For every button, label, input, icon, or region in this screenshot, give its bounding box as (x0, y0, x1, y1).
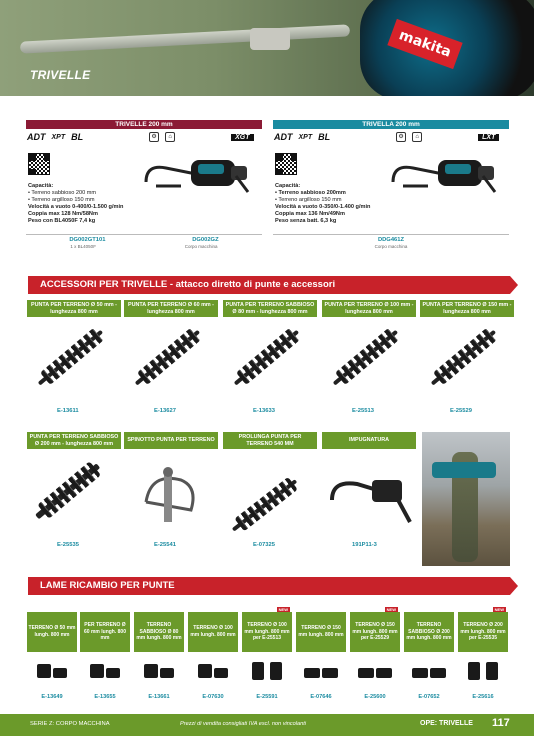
accessory-card (420, 300, 514, 418)
qr-code (275, 153, 297, 175)
product-specs: Capacità: • Terreno sabbioso 200 mm • Terreno argilloso 150 mm Velocità a vuoto 0-400/0-1.500 g/min Coppia max 128 Nm/58Nm Peso con BL4050F 7,4 kg (28, 183, 124, 224)
blade-image (194, 660, 232, 680)
product-codes (26, 234, 262, 243)
qr-code (28, 153, 50, 175)
section-title: TRIVELLE (30, 68, 91, 82)
accessory-code: E-07325 (253, 542, 275, 548)
usage-photo (422, 432, 510, 566)
blade-label: PER TERRENO Ø 60 mm lungh. 800 mm (80, 612, 130, 652)
blade-label: TERRENO Ø 200 mm lungh. 800 mm per E-25535 (458, 612, 508, 652)
accessory-label: PUNTA PER TERRENO Ø 100 mm - lunghezza 800 mm (322, 300, 416, 317)
brand-logo: makita (387, 19, 462, 69)
auger-joint-image (250, 28, 290, 50)
blade-card (27, 612, 77, 702)
accessory-code: E-25529 (450, 408, 472, 414)
accessory-code: E-25541 (154, 542, 176, 548)
accessory-label: PUNTA PER TERRENO SABBIOSO Ø 200 mm - lunghezza 800 mm (27, 432, 121, 449)
blade-code: E-25616 (472, 694, 494, 700)
extension-rod-image (232, 479, 298, 531)
accessory-card (27, 300, 121, 418)
new-badge: NEW (278, 607, 288, 612)
auger-bit-image (431, 330, 496, 386)
accessory-card (223, 300, 317, 418)
blade-label: TERRENO Ø 150 mm lungh. 800 mm (296, 612, 346, 652)
feature-icon: ⌂ (165, 132, 175, 142)
blade-card (80, 612, 130, 702)
product-card-dg002 (26, 120, 262, 258)
blade-code: E-07646 (310, 694, 332, 700)
accessory-card (223, 432, 317, 550)
blade-code: E-13655 (94, 694, 116, 700)
blade-image (302, 660, 340, 680)
accessory-code: E-13611 (57, 408, 79, 414)
blade-label: TERRENO SABBIOSO Ø 200 mm lungh. 800 mm (404, 612, 454, 652)
footer-series: SERIE Z: CORPO MACCHINA (30, 721, 110, 727)
feature-icon: ⌂ (412, 132, 422, 142)
blade-card (296, 612, 346, 702)
blade-image (248, 660, 286, 680)
accessory-label: PROLUNGA PUNTA PER TERRENO 540 MM (223, 432, 317, 449)
product-code: DG002GT101 (69, 237, 106, 243)
accessory-code: E-25535 (57, 542, 79, 548)
accessory-card (322, 300, 416, 418)
accessory-label: IMPUGNATURA (322, 432, 416, 449)
new-badge: NEW (386, 607, 396, 612)
blade-code: E-07652 (418, 694, 440, 700)
auger-bit-image (135, 330, 200, 386)
feature-icon: ⚙ (149, 132, 159, 142)
product-code: DDG461Z (377, 237, 405, 243)
blade-card (134, 612, 184, 702)
blade-card (188, 612, 238, 702)
accessory-code: E-13627 (154, 408, 176, 414)
blade-label: TERRENO SABBIOSO Ø 80 mm lungh. 800 mm (134, 612, 184, 652)
handle-image (322, 460, 416, 530)
adt-logo: ADT (27, 132, 46, 142)
xpt-logo: XPT (51, 133, 66, 141)
lxt-badge: LXT (478, 134, 499, 141)
accessory-code: E-13633 (253, 408, 275, 414)
product-subtitles: 1 x BL4050F Corpo macchina (70, 244, 218, 249)
accessory-label: PUNTA PER TERRENO SABBIOSO Ø 80 mm - lunghezza 800 mm (223, 300, 317, 317)
blade-card (458, 607, 508, 702)
blade-image (140, 660, 178, 680)
accessory-card (124, 432, 218, 550)
blade-code: E-07630 (202, 694, 224, 700)
auger-tool-image (136, 146, 256, 202)
accessory-code: 191P11-3 (352, 542, 377, 548)
blade-card (242, 607, 292, 702)
product-subtitles: Corpo macchina (374, 244, 408, 249)
xgt-badge: XGT (231, 134, 253, 141)
blade-label: TERRENO Ø 150 mm lungh. 800 mm per E-25529 (350, 612, 400, 652)
blade-image (33, 660, 71, 680)
blades-banner: LAME RICAMBIO PER PUNTE (28, 577, 510, 595)
new-badge: NEW (494, 607, 504, 612)
auger-bit-image (333, 330, 398, 386)
adt-logo: ADT (274, 132, 293, 142)
product-codes (273, 234, 509, 243)
accessory-label: PUNTA PER TERRENO Ø 50 mm - lunghezza 800 mm (27, 300, 121, 317)
accessory-card (27, 432, 121, 550)
blade-image (410, 660, 448, 680)
auger-bit-image (35, 463, 100, 519)
blade-image (464, 660, 502, 680)
page-number: 117 (492, 717, 510, 729)
blade-label: TERRENO Ø 100 mm lungh. 800 mm per E-25513 (242, 612, 292, 652)
blade-code: E-25591 (256, 694, 278, 700)
feature-icon: ⚙ (396, 132, 406, 142)
blade-card (404, 612, 454, 702)
blade-code: E-13661 (148, 694, 170, 700)
footer-section: OPE: TRIVELLE (420, 720, 473, 727)
product-header: TRIVELLA 200 mm (273, 120, 509, 129)
product-card-ddg461 (273, 120, 509, 258)
blade-image (356, 660, 394, 680)
product-header: TRIVELLE 200 mm (26, 120, 262, 129)
blade-code: E-13649 (41, 694, 63, 700)
auger-bit-image (234, 330, 299, 386)
blade-label: TERRENO Ø 100 mm lungh. 800 mm (188, 612, 238, 652)
xpt-logo: XPT (298, 133, 313, 141)
product-specs: Capacità: • Terreno sabbioso 200mm • Terreno argilloso 150 mm Velocità a vuoto 0-350/0-1.400 g/min Coppia max 136 Nm/49Nm Peso senza batt. 6,3 kg (275, 183, 371, 224)
accessories-banner: ACCESSORI PER TRIVELLE - attacco diretto di punte e accessori (28, 276, 510, 294)
accessory-label: SPINOTTO PUNTA PER TERRENO (124, 432, 218, 449)
accessory-label: PUNTA PER TERRENO Ø 150 mm - lunghezza 800 mm (420, 300, 514, 317)
tech-logos (273, 129, 509, 145)
product-code: DG002GZ (192, 237, 219, 243)
machine-image (432, 462, 496, 478)
blade-code: E-25600 (364, 694, 386, 700)
accessory-card (322, 432, 416, 550)
blade-card (350, 607, 400, 702)
blade-label: TERRENO Ø 50 mm lungh. 800 mm (27, 612, 77, 652)
accessory-code: E-25513 (352, 408, 374, 414)
bl-logo: BL (71, 132, 84, 142)
bl-logo: BL (318, 132, 331, 142)
accessory-card (124, 300, 218, 418)
auger-pin-image (136, 462, 206, 532)
hero-image (0, 0, 534, 96)
page-footer (0, 714, 534, 736)
footer-disclaimer: Prezzi di vendita consigliati IVA escl. non vincolanti (180, 721, 307, 727)
tech-logos (26, 129, 262, 145)
auger-tool-image (383, 146, 503, 202)
auger-pole-image (20, 24, 350, 53)
blade-image (86, 660, 124, 680)
auger-bit-image (38, 330, 103, 386)
accessory-label: PUNTA PER TERRENO Ø 60 mm - lunghezza 800 mm (124, 300, 218, 317)
